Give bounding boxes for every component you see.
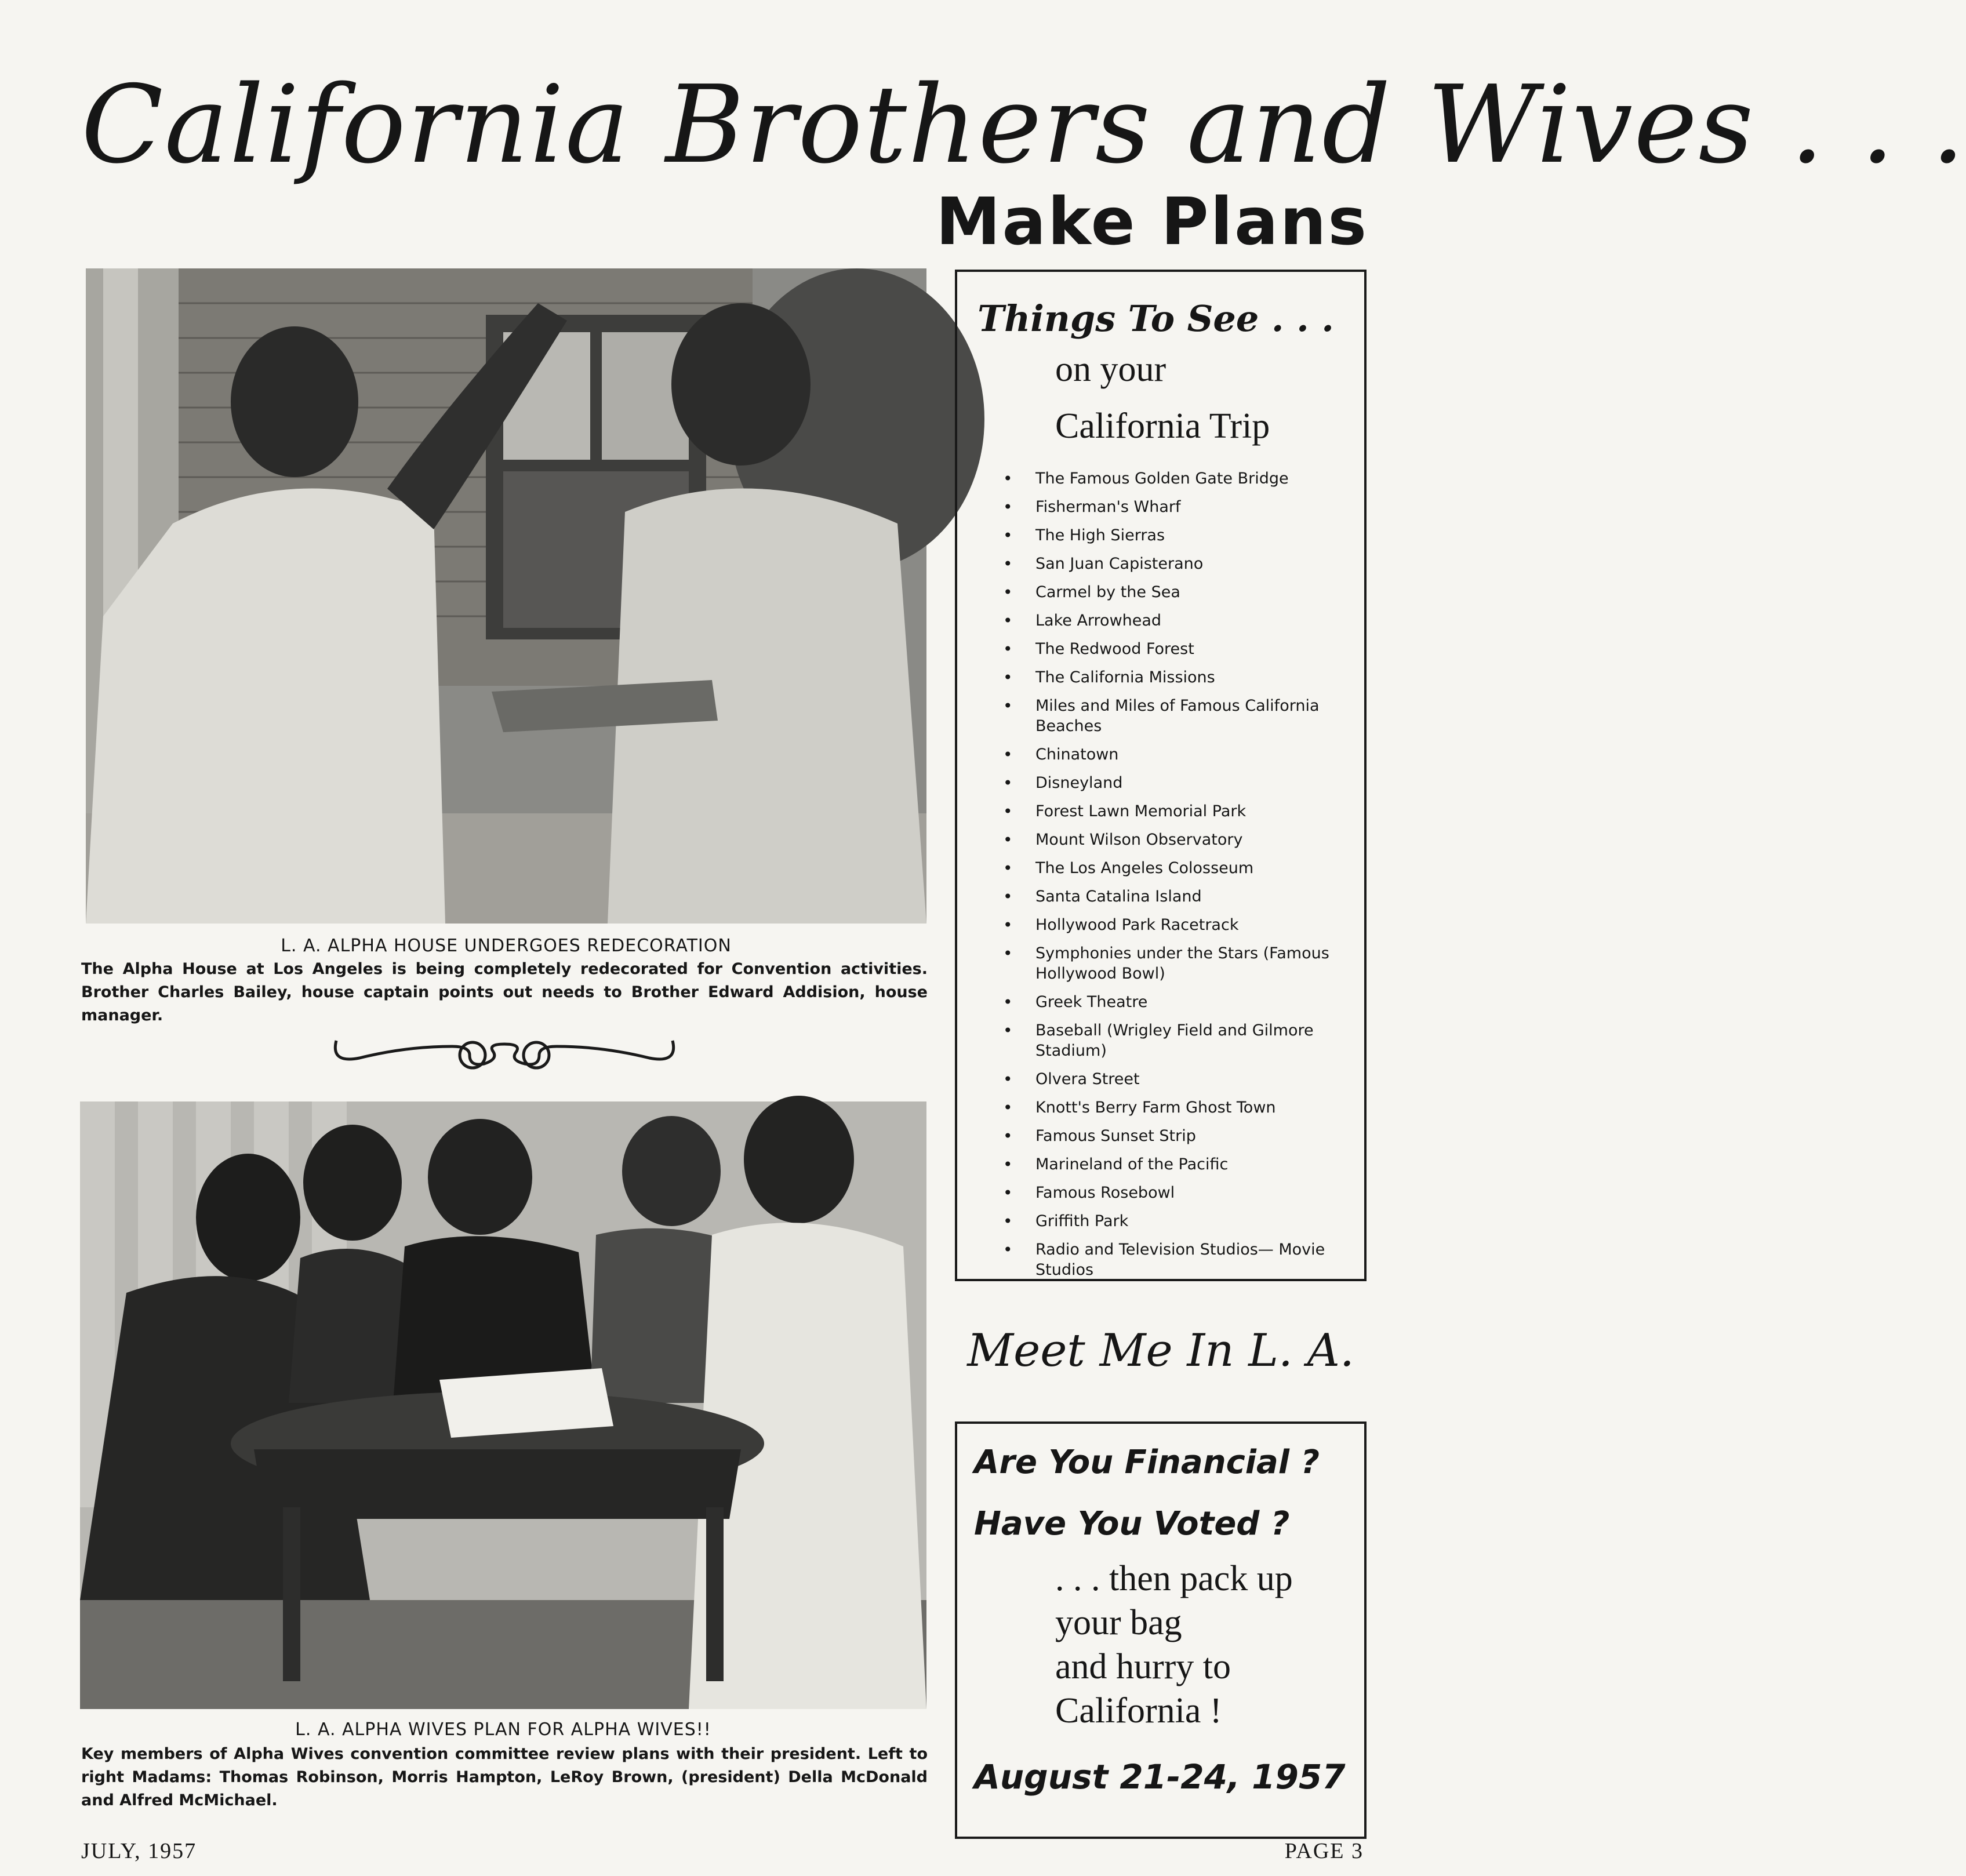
financial-question: Are You Financial ? bbox=[974, 1444, 1320, 1481]
page-subtitle: Make Plans bbox=[936, 184, 1368, 260]
things-to-see-line3: California Trip bbox=[1055, 406, 1270, 446]
page-number: PAGE 3 bbox=[1284, 1839, 1364, 1863]
list-item: • Famous Rosebowl bbox=[996, 1183, 1356, 1203]
pack-line-4: California ! bbox=[1055, 1691, 1222, 1730]
alpha-wives-photo bbox=[80, 1101, 926, 1709]
list-item: • Fisherman's Wharf bbox=[996, 497, 1356, 517]
pack-line-3: and hurry to bbox=[1055, 1647, 1231, 1686]
list-item: • Forest Lawn Memorial Park bbox=[996, 801, 1356, 821]
alpha-house-photo bbox=[86, 268, 926, 924]
issue-date: JULY, 1957 bbox=[81, 1839, 197, 1863]
list-item: • Famous Sunset Strip bbox=[996, 1126, 1356, 1146]
list-item: • Lake Arrowhead bbox=[996, 610, 1356, 631]
list-item: • Miles and Miles of Famous California Beaches bbox=[996, 696, 1356, 736]
list-item: • The Los Angeles Colosseum bbox=[996, 858, 1356, 878]
things-to-see-line2: on your bbox=[1055, 350, 1166, 389]
list-item: • Baseball (Wrigley Field and Gilmore Stadium) bbox=[996, 1020, 1356, 1061]
list-item: • Mount Wilson Observatory bbox=[996, 830, 1356, 850]
things-to-see-list bbox=[996, 468, 1356, 1288]
convention-date: August 21-24, 1957 bbox=[974, 1757, 1346, 1797]
page-title: California Brothers and Wives . . . bbox=[81, 62, 1966, 187]
pack-line-1: . . . then pack up bbox=[1055, 1559, 1293, 1598]
voted-question: Have You Voted ? bbox=[974, 1505, 1290, 1543]
list-item: • The Famous Golden Gate Bridge bbox=[996, 468, 1356, 489]
list-item: • Disneyland bbox=[996, 773, 1356, 793]
list-item: • Olvera Street bbox=[996, 1069, 1356, 1089]
list-item: • Marineland of the Pacific bbox=[996, 1154, 1356, 1175]
list-item: • The High Sierras bbox=[996, 525, 1356, 546]
photo1-caption: The Alpha House at Los Angeles is being completely redecorated for Convention activities. Brother Charles Bailey, house captain points out needs to Brother Edward Addision, house manager. bbox=[81, 960, 928, 1024]
things-to-see-heading: Things To See . . . bbox=[977, 297, 1334, 340]
meet-me-slogan: Meet Me In L. A. bbox=[967, 1325, 1354, 1377]
photo2-title: L. A. ALPHA WIVES PLAN FOR ALPHA WIVES!! bbox=[295, 1719, 711, 1740]
list-item: • Radio and Television Studios— Movie Studios bbox=[996, 1239, 1356, 1280]
list-item: • Chinatown bbox=[996, 744, 1356, 765]
list-item: • The Redwood Forest bbox=[996, 639, 1356, 659]
photo1-title: L. A. ALPHA HOUSE UNDERGOES REDECORATION bbox=[281, 936, 732, 956]
list-item: • Knott's Berry Farm Ghost Town bbox=[996, 1097, 1356, 1118]
list-item: • Griffith Park bbox=[996, 1211, 1356, 1231]
list-item: • Greek Theatre bbox=[996, 992, 1356, 1012]
list-item: • San Juan Capisterano bbox=[996, 554, 1356, 574]
photo2-caption: Key members of Alpha Wives convention committee review plans with their president. Left to right Madams: Thomas Robinson, Morris Hampton, LeRoy Brown, (president) Della McDonald and Alfred McMichael. bbox=[81, 1745, 928, 1809]
list-item: • Hollywood Park Racetrack bbox=[996, 915, 1356, 935]
list-item: • Santa Catalina Island bbox=[996, 886, 1356, 907]
ornament-divider bbox=[325, 1023, 684, 1075]
list-item: • Symphonies under the Stars (Famous Hollywood Bowl) bbox=[996, 943, 1356, 984]
list-item: • Carmel by the Sea bbox=[996, 582, 1356, 602]
pack-line-2: your bag bbox=[1055, 1603, 1182, 1642]
list-item: • The California Missions bbox=[996, 667, 1356, 688]
